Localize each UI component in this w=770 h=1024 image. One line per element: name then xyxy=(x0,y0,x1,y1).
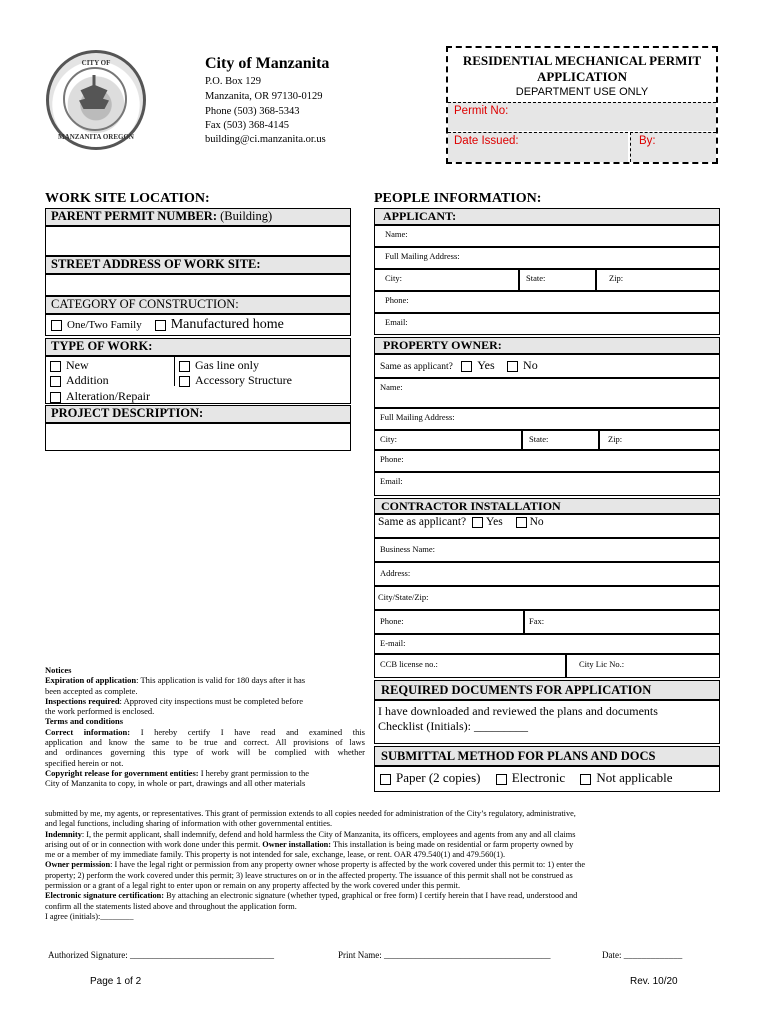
manufactured-home-checkbox[interactable] xyxy=(155,320,166,331)
applicant-name-field[interactable] xyxy=(374,225,720,247)
inspections-text-2: the work performed is enclosed. xyxy=(45,706,155,717)
owner-yes-label: Yes xyxy=(477,358,495,372)
contractor-yes-checkbox[interactable] xyxy=(472,517,483,528)
type-alteration-checkbox[interactable] xyxy=(50,392,61,403)
applicant-state-field[interactable] xyxy=(519,269,596,291)
contractor-phone-field[interactable] xyxy=(374,610,524,634)
type-addition-label: Addition xyxy=(66,373,109,387)
applicant-address-label: Full Mailing Address: xyxy=(385,251,460,261)
owner-zip-field[interactable] xyxy=(599,430,720,450)
owner-address-field[interactable] xyxy=(374,408,720,430)
owner-name-label: Name: xyxy=(380,382,403,392)
agree-initials[interactable]: I agree (initials):________ xyxy=(45,911,134,921)
city-lic-field[interactable] xyxy=(566,654,720,678)
contractor-fax-label: Fax: xyxy=(529,616,545,626)
project-description-input[interactable] xyxy=(45,423,351,451)
org-email: building@ci.manzanita.or.us xyxy=(205,134,326,145)
required-docs-body xyxy=(374,700,720,744)
date-issued-label: Date Issued: xyxy=(454,135,519,147)
notices-heading: Notices xyxy=(45,665,72,675)
contractor-city-field[interactable] xyxy=(374,586,720,610)
esig-text-2: confirm all the statements listed above and throughout the application form. xyxy=(45,901,297,911)
contractor-yes-label: Yes xyxy=(486,516,503,528)
terms-heading: Terms and conditions xyxy=(45,716,124,727)
applicant-address-field[interactable] xyxy=(374,247,720,269)
indemnity-title: Indemnity xyxy=(45,829,82,839)
owner-name-field[interactable] xyxy=(374,378,720,408)
one-two-family-label: One/Two Family xyxy=(67,319,142,331)
paper-label: Paper (2 copies) xyxy=(396,770,481,785)
indemnity-text-2: arising out of or in connection with work done under this permit. xyxy=(45,839,263,849)
applicant-name-label: Name: xyxy=(385,229,408,239)
indemnity-text: : I, the permit applicant, shall indemnify, defend and hold harmless the City of Manzanita, its officers, employees and agents from any and all claims xyxy=(81,829,576,839)
applicant-zip-label: Zip: xyxy=(609,273,624,283)
business-name-field[interactable] xyxy=(374,538,720,562)
ccb-license-label: CCB license no.: xyxy=(380,659,438,669)
correct-text: I hereby certify I have read and examined this xyxy=(130,726,365,737)
city-seal-logo xyxy=(46,50,146,150)
parent-permit-input[interactable] xyxy=(45,226,351,256)
copyright-text-2: City of Manzanita to copy, in whole or part, drawings and all other materials xyxy=(45,778,306,789)
owner-phone-field[interactable] xyxy=(374,450,720,472)
expiration-title: Expiration of application xyxy=(45,675,137,686)
copyright-title: Copyright release for government entities: xyxy=(45,767,199,778)
notices-block xyxy=(45,665,365,789)
applicant-zip-field[interactable] xyxy=(596,269,720,291)
contractor-email-field[interactable] xyxy=(374,634,720,654)
owner-no-checkbox[interactable] xyxy=(507,361,518,372)
not-applicable-checkbox[interactable] xyxy=(580,774,591,785)
city-lic-label: City Lic No.: xyxy=(579,659,625,669)
owner-same-row xyxy=(374,354,720,378)
permit-header-box xyxy=(446,46,718,164)
type-of-work-options xyxy=(45,356,351,404)
correct-title: Correct information: xyxy=(45,726,131,737)
submittal-options xyxy=(374,766,720,792)
owner-same-label: Same as applicant? xyxy=(380,362,453,372)
by-label: By: xyxy=(639,135,656,147)
type-new-checkbox[interactable] xyxy=(50,361,61,372)
correct-text-2: application and know the same to be true and correct. All provisions of laws xyxy=(45,737,365,748)
copyright-text-4: and legal functions, including sharing of information with other governmental entities. xyxy=(45,819,333,829)
contractor-same-row xyxy=(374,514,720,538)
contractor-label: CONTRACTOR INSTALLATION xyxy=(374,498,720,514)
owner-phone-label: Phone: xyxy=(380,454,404,464)
org-fax: Fax (503) 368-4145 xyxy=(205,120,289,131)
seal-text-bottom: MANZANITA OREGON xyxy=(58,133,134,141)
electronic-checkbox[interactable] xyxy=(496,774,507,785)
dept-use-only: DEPARTMENT USE ONLY xyxy=(515,86,649,98)
applicant-phone-label: Phone: xyxy=(385,295,409,305)
applicant-email-label: Email: xyxy=(385,317,408,327)
applicant-label: APPLICANT: xyxy=(374,208,720,225)
inspections-text: : Approved city inspections must be completed before xyxy=(119,695,303,706)
by-field[interactable] xyxy=(630,132,716,162)
type-addition-checkbox[interactable] xyxy=(50,376,61,387)
owner-no-label: No xyxy=(523,358,538,372)
owner-email-field[interactable] xyxy=(374,472,720,496)
applicant-email-field[interactable] xyxy=(374,313,720,335)
signature-date[interactable]: Date: _____________ xyxy=(602,950,683,960)
owner-state-label: State: xyxy=(529,434,549,444)
expiration-text-2: been accepted as complete. xyxy=(45,685,138,696)
page-number: Page 1 of 2 xyxy=(90,976,142,987)
people-heading: PEOPLE INFORMATION: xyxy=(374,191,542,206)
permit-no-label: Permit No: xyxy=(454,105,509,117)
required-docs-initials[interactable]: Checklist (Initials): _________ xyxy=(378,719,528,733)
owner-installation-text: This installation is being made on residential or farm property owned by xyxy=(331,839,574,849)
expiration-text: : This application is valid for 180 days after it has xyxy=(136,675,306,686)
correct-text-3: and ordinances governing this type of work will be complied with whether xyxy=(45,747,365,758)
owner-yes-checkbox[interactable] xyxy=(461,361,472,372)
inspections-title: Inspections required xyxy=(45,695,120,706)
owner-zip-label: Zip: xyxy=(608,434,623,444)
owner-permission-text: : I have the legal right or permission from any property owner whose property is affected by the work covered under this permit to: 1) enter the xyxy=(110,860,586,870)
copyright-text: I hereby grant permission to the xyxy=(198,767,310,778)
print-name[interactable]: Print Name: _____________________________________ xyxy=(338,950,551,960)
parent-permit-suffix: (Building) xyxy=(220,209,273,223)
owner-permission-title: Owner permission xyxy=(45,860,111,870)
owner-installation-title: Owner installation: xyxy=(262,839,332,849)
contractor-email-label: E-mail: xyxy=(380,638,406,648)
applicant-city-field[interactable] xyxy=(374,269,519,291)
indemnity-text-3: me or a member of my immediate family. This property is not intended for sale, exchange, lease, or rent. OAR 479.540(1) and 479.560(1). xyxy=(45,850,506,860)
required-docs-line1: I have downloaded and reviewed the plans and documents xyxy=(378,704,658,718)
permit-title-line2: APPLICATION xyxy=(536,69,628,84)
business-name-label: Business Name: xyxy=(380,544,436,554)
contractor-same-label: Same as applicant? xyxy=(378,516,467,528)
owner-state-field[interactable] xyxy=(522,430,599,450)
type-gas-checkbox[interactable] xyxy=(179,361,190,372)
date-issued-field[interactable] xyxy=(448,132,628,162)
contractor-no-label: No xyxy=(529,516,544,528)
contractor-no-checkbox[interactable] xyxy=(516,517,527,528)
org-city: Manzanita, OR 97130-0129 xyxy=(205,91,323,102)
type-new-label: New xyxy=(66,358,89,372)
submittal-label: SUBMITTAL METHOD FOR PLANS AND DOCS xyxy=(374,746,720,766)
contractor-address-label: Address: xyxy=(380,568,411,578)
owner-permission-text-2: property; 2) perform the work covered under this permit; 3) leave structures on or in the affected property. The issuance of this permit shall not be construed as xyxy=(45,870,573,880)
applicant-city-label: City: xyxy=(385,273,403,283)
owner-address-label: Full Mailing Address: xyxy=(380,412,455,422)
permit-title xyxy=(448,53,716,85)
owner-email-label: Email: xyxy=(380,476,403,486)
authorized-signature[interactable]: Authorized Signature: ________________________________ xyxy=(48,950,274,960)
manufactured-home-label: Manufactured home xyxy=(170,317,284,332)
parent-permit-label: PARENT PERMIT NUMBER: xyxy=(51,209,217,223)
esig-title: Electronic signature certification: xyxy=(45,891,165,901)
project-description-label: PROJECT DESCRIPTION: xyxy=(45,405,351,423)
contractor-address-field[interactable] xyxy=(374,562,720,586)
paper-checkbox[interactable] xyxy=(380,774,391,785)
property-owner-label: PROPERTY OWNER: xyxy=(374,337,720,354)
type-gas-label: Gas line only xyxy=(195,358,259,372)
street-address-label: STREET ADDRESS OF WORK SITE: xyxy=(45,256,351,274)
copyright-text-3: submitted by me, my agents, or representatives. This grant of permission extends to all copies needed for administration of the City’s regulatory, administrative, xyxy=(45,809,576,818)
type-accessory-option xyxy=(179,373,292,388)
org-name: City of Manzanita xyxy=(205,55,330,72)
revision: Rev. 10/20 xyxy=(630,976,678,987)
notices-full-width xyxy=(45,809,725,922)
type-gas-option xyxy=(179,358,259,373)
required-docs-label: REQUIRED DOCUMENTS FOR APPLICATION xyxy=(374,680,720,700)
not-applicable-label: Not applicable xyxy=(596,770,673,785)
owner-city-label: City: xyxy=(380,434,398,444)
owner-permission-text-3: permission or a grant of a legal right to enter upon or remain on any property affected by the work covered under this permit. xyxy=(45,881,461,891)
applicant-phone-field[interactable] xyxy=(374,291,720,313)
work-site-heading: WORK SITE LOCATION: xyxy=(45,191,210,206)
contractor-fax-field[interactable] xyxy=(524,610,720,634)
ccb-license-field[interactable] xyxy=(374,654,566,678)
owner-city-field[interactable] xyxy=(374,430,522,450)
correct-text-4: specified herein or not. xyxy=(45,757,124,768)
org-po-box: P.O. Box 129 xyxy=(205,76,262,87)
type-addition-option xyxy=(50,373,109,388)
category-options xyxy=(45,314,351,336)
type-alteration-label: Alteration/Repair xyxy=(66,389,150,403)
type-accessory-label: Accessory Structure xyxy=(195,373,292,387)
type-of-work-label: TYPE OF WORK: xyxy=(45,338,351,356)
type-alteration-option xyxy=(50,389,150,404)
type-accessory-checkbox[interactable] xyxy=(179,376,190,387)
esig-text: By attaching an electronic signature (whether typed, graphical or free form) I certify herein that I have read, understood and xyxy=(164,891,578,901)
one-two-family-checkbox[interactable] xyxy=(51,320,62,331)
type-new-option xyxy=(50,358,89,373)
street-address-input[interactable] xyxy=(45,274,351,296)
electronic-label: Electronic xyxy=(511,770,566,785)
category-label: CATEGORY OF CONSTRUCTION: xyxy=(45,296,351,314)
org-phone: Phone (503) 368-5343 xyxy=(205,106,300,117)
permit-title-line1: RESIDENTIAL MECHANICAL PERMIT xyxy=(462,53,702,68)
applicant-state-label: State: xyxy=(526,273,546,283)
contractor-phone-label: Phone: xyxy=(380,616,404,626)
permit-no-field[interactable] xyxy=(448,102,716,131)
seal-text-top: CITY OF xyxy=(81,59,111,67)
contractor-city-label: City/State/Zip: xyxy=(378,592,429,602)
parent-permit-bar xyxy=(45,208,351,226)
